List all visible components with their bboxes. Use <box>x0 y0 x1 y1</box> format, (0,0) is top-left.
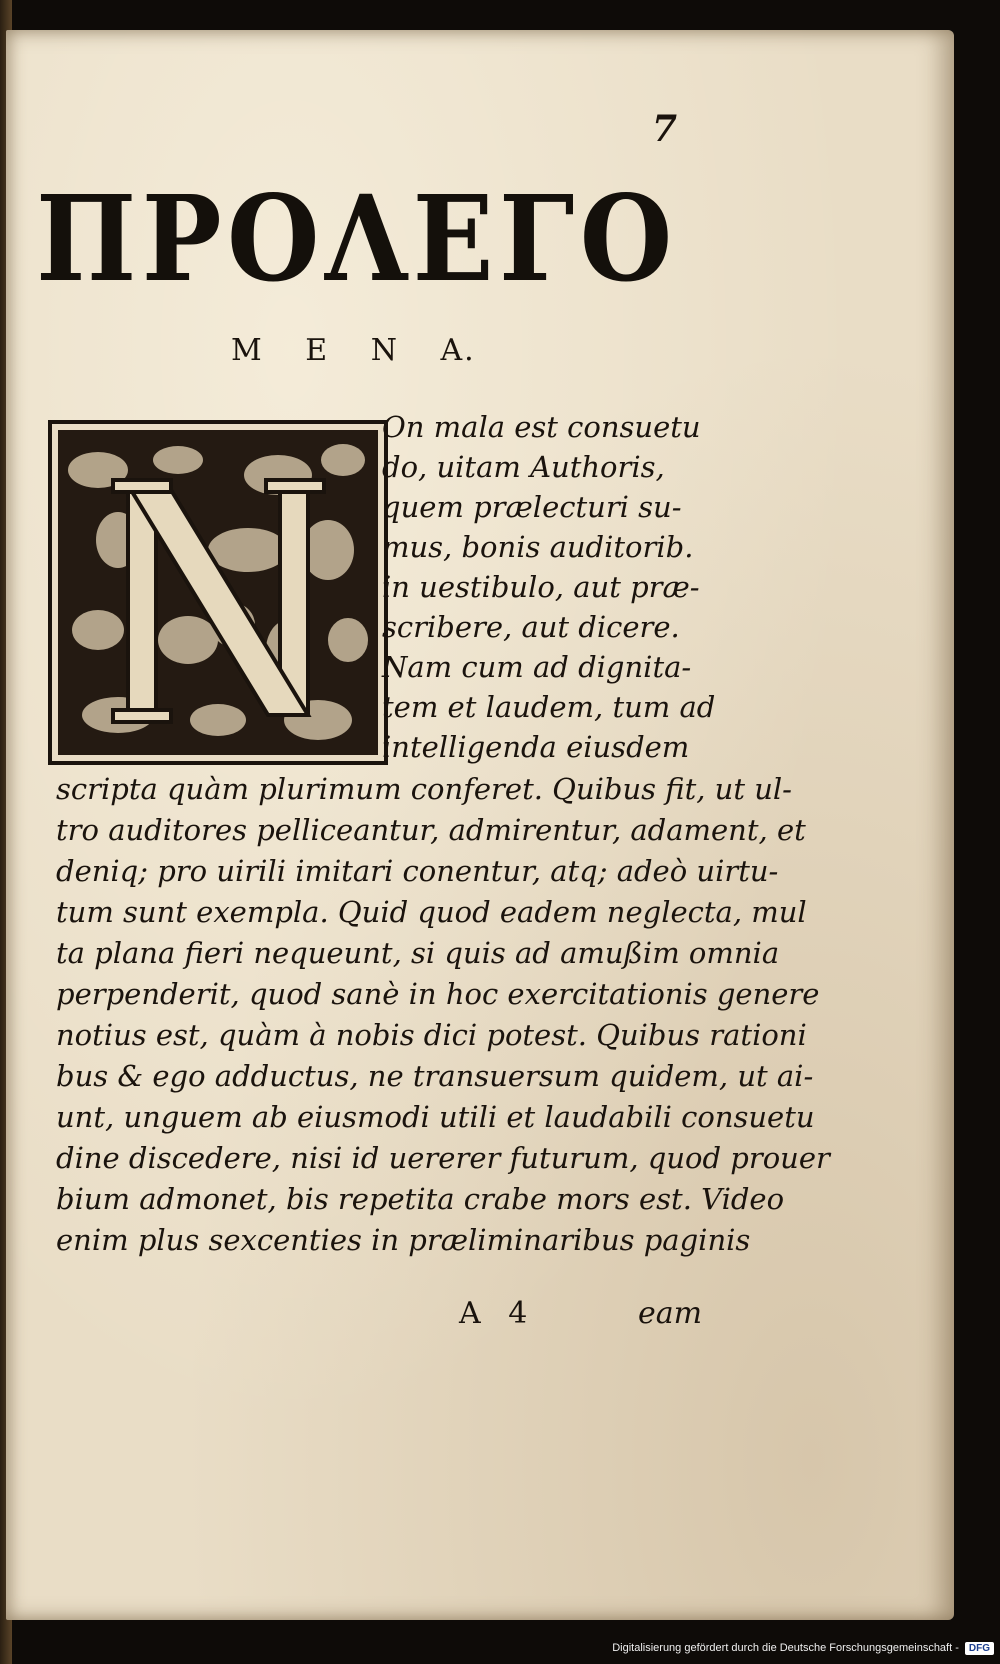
body-line: dine discedere, nisi id uererer futurum, quod prouer <box>56 1141 830 1175</box>
book-page <box>6 30 954 1620</box>
digitization-footer <box>612 1638 994 1658</box>
body-line: mus, bonis auditorib. <box>382 530 694 564</box>
funding-credit: Digitalisierung gefördert durch die Deutsche Forschungsgemeinschaft - <box>612 1642 959 1654</box>
body-line: unt, unguem ab eiusmodi utili et laudabili consuetu <box>56 1100 815 1134</box>
body-line: ta plana fieri nequeunt, si quis ad amußim omnia <box>56 936 780 970</box>
page-number: 7 <box>652 108 678 150</box>
page-subtitle: M E N A. <box>231 333 476 368</box>
dfg-logo: DFG <box>965 1642 994 1655</box>
signature-mark: A 4 <box>459 1296 528 1331</box>
body-line: perpenderit, quod sanè in hoc exercitationis genere <box>56 977 820 1011</box>
body-line: intelligenda eiusdem <box>382 730 690 764</box>
body-line: Nam cum ad dignita- <box>382 650 692 684</box>
body-line: scripta quàm plurimum conferet. Quibus fit, ut ul- <box>56 772 792 806</box>
body-line: enim plus sexcenties in præliminaribus paginis <box>56 1223 751 1257</box>
body-line: in uestibulo, aut præ- <box>382 570 700 604</box>
woodcut-initial-icon <box>58 430 378 755</box>
body-line: deniq; pro uirili imitari conentur, atq; adeò uirtu- <box>56 854 779 888</box>
body-line: On mala est consuetu <box>382 410 701 444</box>
body-line: tro auditores pelliceantur, admirentur, adament, et <box>56 813 806 847</box>
decorated-initial-n <box>48 420 388 765</box>
body-line: notius est, quàm à nobis dici potest. Quibus rationi <box>56 1018 807 1052</box>
body-line: scribere, aut dicere. <box>382 610 680 644</box>
body-line: quem prælecturi su- <box>382 490 682 524</box>
catchword: eam <box>638 1296 703 1331</box>
page-title: ΠΡΟΛΕΓΟ <box>36 169 678 308</box>
body-line: bium admonet, bis repetita crabe mors est. Video <box>56 1182 785 1216</box>
body-line: do, uitam Authoris, <box>382 450 665 484</box>
body-line: tem et laudem, tum ad <box>382 690 716 724</box>
body-line: tum sunt exempla. Quid quod eadem neglecta, mul <box>56 895 807 929</box>
body-line: bus & ego adductus, ne transuersum quidem, ut ai- <box>56 1059 814 1093</box>
